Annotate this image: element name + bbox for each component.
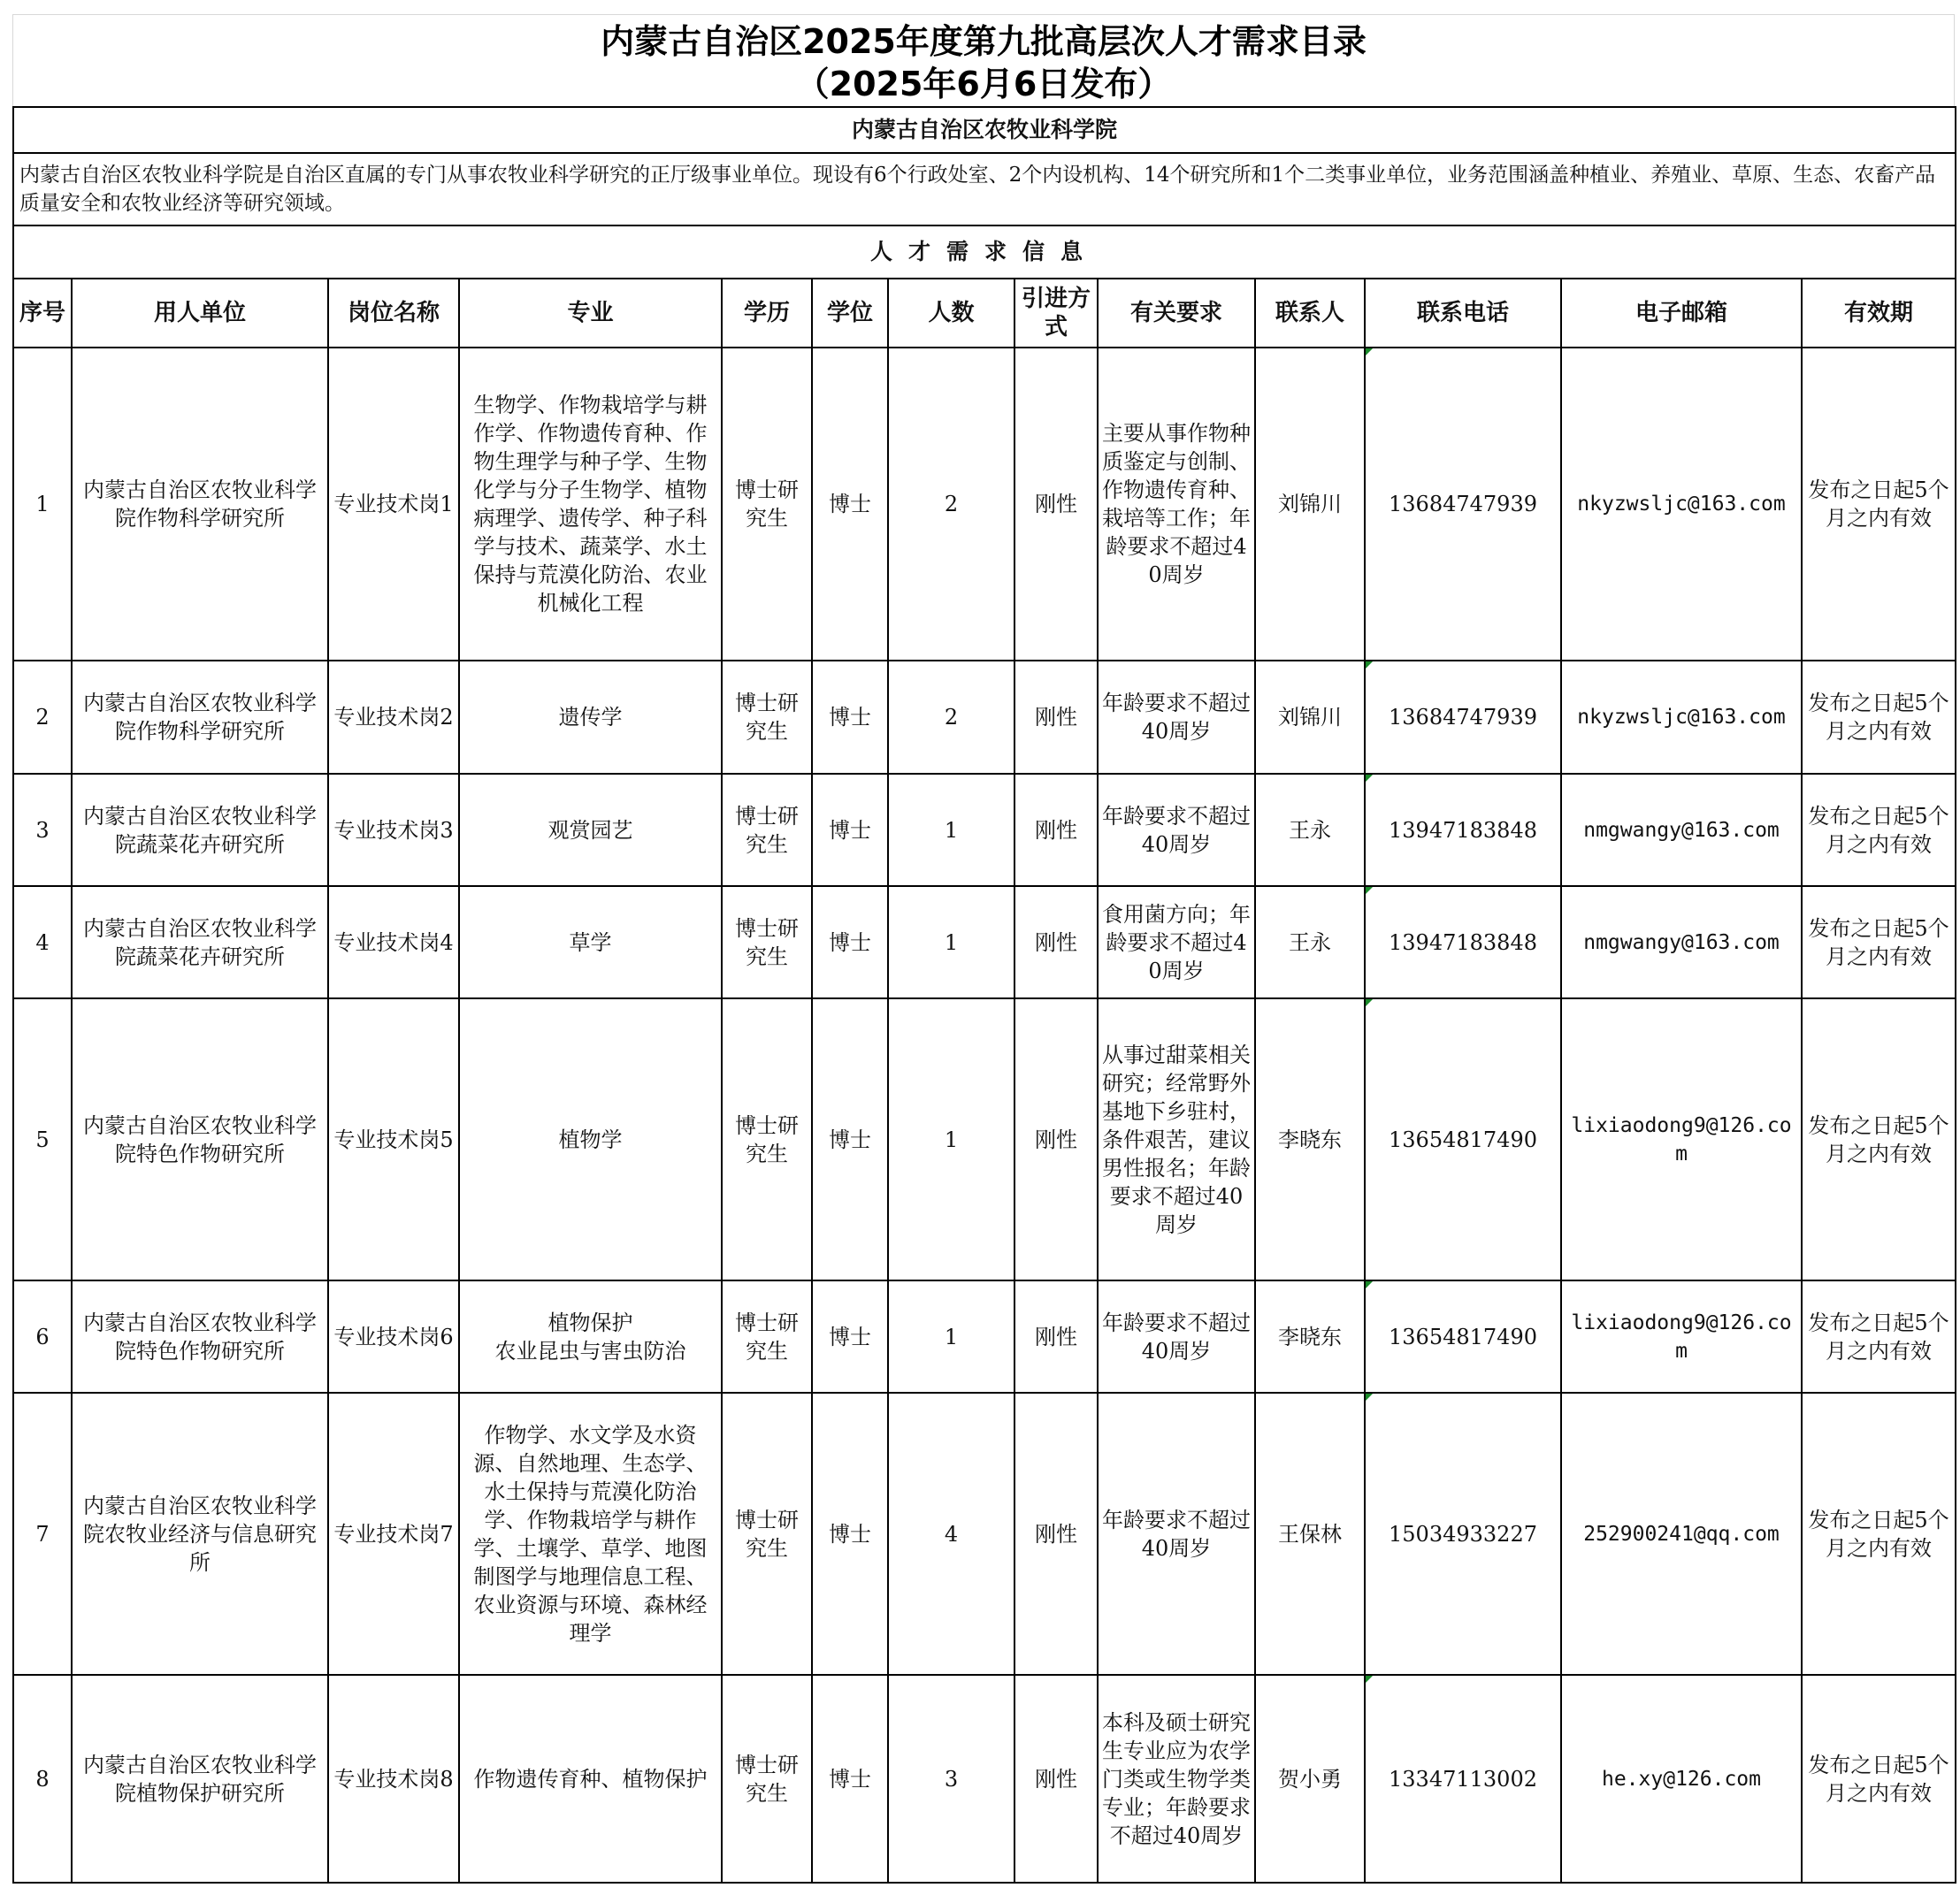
document-title: 内蒙古自治区2025年度第九批高层次人才需求目录 <box>601 22 1367 61</box>
cell-contact: 李晓东 <box>1255 1280 1365 1393</box>
table-row <box>13 998 1956 1280</box>
table-row <box>13 661 1956 774</box>
cell-phone: 13947183848 <box>1365 886 1561 998</box>
cell-contact: 王永 <box>1255 886 1365 998</box>
cell-post: 专业技术岗4 <box>328 886 459 998</box>
cell-requirements: 本科及硕士研究生专业应为农学门类或生物学类专业；年龄要求不超过40周岁 <box>1098 1675 1255 1883</box>
cell-education: 博士研究生 <box>722 774 812 886</box>
document-sheet <box>12 14 1955 1884</box>
cell-unit: 内蒙古自治区农牧业科学院作物科学研究所 <box>72 661 328 774</box>
cell-method: 刚性 <box>1014 1393 1098 1675</box>
cell-requirements: 年龄要求不超过40周岁 <box>1098 1280 1255 1393</box>
cell-validity: 发布之日起5个月之内有效 <box>1802 886 1956 998</box>
cell-email: 252900241@qq.com <box>1561 1393 1802 1675</box>
cell-phone: 13654817490 <box>1365 1280 1561 1393</box>
cell-count: 1 <box>888 886 1014 998</box>
cell-unit: 内蒙古自治区农牧业科学院农牧业经济与信息研究所 <box>72 1393 328 1675</box>
header-education: 学历 <box>722 279 812 348</box>
intro-row <box>13 153 1956 225</box>
header-post: 岗位名称 <box>328 279 459 348</box>
cell-post: 专业技术岗1 <box>328 348 459 661</box>
cell-validity: 发布之日起5个月之内有效 <box>1802 998 1956 1280</box>
cell-validity: 发布之日起5个月之内有效 <box>1802 661 1956 774</box>
header-method: 引进方式 <box>1014 279 1098 348</box>
cell-unit: 内蒙古自治区农牧业科学院植物保护研究所 <box>72 1675 328 1883</box>
cell-major: 植物学 <box>459 998 722 1280</box>
cell-education: 博士研究生 <box>722 1675 812 1883</box>
cell-count: 1 <box>888 774 1014 886</box>
cell-contact: 刘锦川 <box>1255 348 1365 661</box>
cell-phone: 13947183848 <box>1365 774 1561 886</box>
cell-major: 生物学、作物栽培学与耕作学、作物遗传育种、作物生理学与种子学、生物化学与分子生物学、植物病理学、遗传学、种子科学与技术、蔬菜学、水土保持与荒漠化防治、农业机械化工程 <box>459 348 722 661</box>
header-count: 人数 <box>888 279 1014 348</box>
cell-unit: 内蒙古自治区农牧业科学院作物科学研究所 <box>72 348 328 661</box>
cell-degree: 博士 <box>812 348 888 661</box>
cell-degree: 博士 <box>812 1393 888 1675</box>
cell-requirements: 从事过甜菜相关研究；经常野外基地下乡驻村，条件艰苦，建议男性报名；年龄要求不超过40周岁 <box>1098 998 1255 1280</box>
cell-email: nkyzwsljc@163.com <box>1561 348 1802 661</box>
cell-unit: 内蒙古自治区农牧业科学院蔬菜花卉研究所 <box>72 886 328 998</box>
cell-count: 1 <box>888 1280 1014 1393</box>
header-row <box>13 279 1956 348</box>
cell-degree: 博士 <box>812 774 888 886</box>
document-subtitle: （2025年6月6日发布） <box>795 65 1172 103</box>
cell-education: 博士研究生 <box>722 886 812 998</box>
cell-method: 刚性 <box>1014 998 1098 1280</box>
header-seq: 序号 <box>13 279 72 348</box>
cell-requirements: 年龄要求不超过40周岁 <box>1098 1393 1255 1675</box>
organization-name: 内蒙古自治区农牧业科学院 <box>13 107 1956 153</box>
cell-education: 博士研究生 <box>722 661 812 774</box>
cell-education: 博士研究生 <box>722 1393 812 1675</box>
cell-degree: 博士 <box>812 1280 888 1393</box>
header-email: 电子邮箱 <box>1561 279 1802 348</box>
cell-contact: 李晓东 <box>1255 998 1365 1280</box>
cell-email: nmgwangy@163.com <box>1561 774 1802 886</box>
cell-method: 刚性 <box>1014 886 1098 998</box>
cell-count: 2 <box>888 661 1014 774</box>
header-phone: 联系电话 <box>1365 279 1561 348</box>
cell-seq: 4 <box>13 886 72 998</box>
cell-seq: 5 <box>13 998 72 1280</box>
cell-email: he.xy@126.com <box>1561 1675 1802 1883</box>
section-title: 人才需求信息 <box>13 225 1956 279</box>
cell-method: 刚性 <box>1014 1280 1098 1393</box>
cell-requirements: 年龄要求不超过40周岁 <box>1098 661 1255 774</box>
cell-contact: 刘锦川 <box>1255 661 1365 774</box>
cell-email: nmgwangy@163.com <box>1561 886 1802 998</box>
cell-degree: 博士 <box>812 998 888 1280</box>
cell-seq: 7 <box>13 1393 72 1675</box>
cell-seq: 1 <box>13 348 72 661</box>
cell-validity: 发布之日起5个月之内有效 <box>1802 1280 1956 1393</box>
cell-post: 专业技术岗5 <box>328 998 459 1280</box>
cell-seq: 6 <box>13 1280 72 1393</box>
cell-unit: 内蒙古自治区农牧业科学院特色作物研究所 <box>72 998 328 1280</box>
header-contact: 联系人 <box>1255 279 1365 348</box>
cell-contact: 王永 <box>1255 774 1365 886</box>
cell-method: 刚性 <box>1014 774 1098 886</box>
cell-validity: 发布之日起5个月之内有效 <box>1802 774 1956 886</box>
table-row <box>13 1675 1956 1883</box>
cell-email: lixiaodong9@126.com <box>1561 998 1802 1280</box>
cell-validity: 发布之日起5个月之内有效 <box>1802 1393 1956 1675</box>
cell-email: nkyzwsljc@163.com <box>1561 661 1802 774</box>
cell-major: 作物学、水文学及水资源、自然地理、生态学、水土保持与荒漠化防治学、作物栽培学与耕作学、土壤学、草学、地图制图学与地理信息工程、农业资源与环境、森林经理学 <box>459 1393 722 1675</box>
header-unit: 用人单位 <box>72 279 328 348</box>
cell-count: 3 <box>888 1675 1014 1883</box>
cell-unit: 内蒙古自治区农牧业科学院蔬菜花卉研究所 <box>72 774 328 886</box>
cell-post: 专业技术岗7 <box>328 1393 459 1675</box>
cell-validity: 发布之日起5个月之内有效 <box>1802 1675 1956 1883</box>
cell-major: 遗传学 <box>459 661 722 774</box>
talent-demand-table <box>12 106 1956 1884</box>
section-row <box>13 225 1956 279</box>
cell-email: lixiaodong9@126.com <box>1561 1280 1802 1393</box>
cell-phone: 13684747939 <box>1365 661 1561 774</box>
cell-major: 作物遗传育种、植物保护 <box>459 1675 722 1883</box>
cell-phone: 13347113002 <box>1365 1675 1561 1883</box>
cell-post: 专业技术岗2 <box>328 661 459 774</box>
cell-method: 刚性 <box>1014 1675 1098 1883</box>
cell-count: 4 <box>888 1393 1014 1675</box>
cell-post: 专业技术岗3 <box>328 774 459 886</box>
cell-post: 专业技术岗8 <box>328 1675 459 1883</box>
header-major: 专业 <box>459 279 722 348</box>
cell-education: 博士研究生 <box>722 998 812 1280</box>
cell-method: 刚性 <box>1014 348 1098 661</box>
cell-contact: 王保林 <box>1255 1393 1365 1675</box>
cell-phone: 13654817490 <box>1365 998 1561 1280</box>
cell-major: 草学 <box>459 886 722 998</box>
cell-degree: 博士 <box>812 1675 888 1883</box>
header-requirements: 有关要求 <box>1098 279 1255 348</box>
cell-phone: 13684747939 <box>1365 348 1561 661</box>
cell-major: 植物保护 农业昆虫与害虫防治 <box>459 1280 722 1393</box>
cell-count: 1 <box>888 998 1014 1280</box>
cell-count: 2 <box>888 348 1014 661</box>
cell-degree: 博士 <box>812 661 888 774</box>
organization-intro: 内蒙古自治区农牧业科学院是自治区直属的专门从事农牧业科学研究的正厅级事业单位。现设有6个行政处室、2个内设机构、14个研究所和1个二类事业单位，业务范围涵盖种植业、养殖业、草原、生态、农畜产品质量安全和农牧业经济等研究领域。 <box>13 153 1956 225</box>
table-row <box>13 886 1956 998</box>
cell-seq: 8 <box>13 1675 72 1883</box>
cell-post: 专业技术岗6 <box>328 1280 459 1393</box>
cell-requirements: 年龄要求不超过40周岁 <box>1098 774 1255 886</box>
organization-row <box>13 107 1956 153</box>
table-row <box>13 1280 1956 1393</box>
cell-seq: 2 <box>13 661 72 774</box>
table-row <box>13 1393 1956 1675</box>
cell-requirements: 食用菌方向；年龄要求不超过40周岁 <box>1098 886 1255 998</box>
cell-validity: 发布之日起5个月之内有效 <box>1802 348 1956 661</box>
cell-unit: 内蒙古自治区农牧业科学院特色作物研究所 <box>72 1280 328 1393</box>
cell-education: 博士研究生 <box>722 348 812 661</box>
cell-contact: 贺小勇 <box>1255 1675 1365 1883</box>
header-degree: 学位 <box>812 279 888 348</box>
cell-method: 刚性 <box>1014 661 1098 774</box>
cell-education: 博士研究生 <box>722 1280 812 1393</box>
cell-degree: 博士 <box>812 886 888 998</box>
cell-major: 观赏园艺 <box>459 774 722 886</box>
cell-seq: 3 <box>13 774 72 886</box>
title-block <box>12 14 1955 106</box>
cell-requirements: 主要从事作物种质鉴定与创制、作物遗传育种、栽培等工作；年龄要求不超过40周岁 <box>1098 348 1255 661</box>
cell-phone: 15034933227 <box>1365 1393 1561 1675</box>
header-validity: 有效期 <box>1802 279 1956 348</box>
table-row <box>13 774 1956 886</box>
table-row <box>13 348 1956 661</box>
